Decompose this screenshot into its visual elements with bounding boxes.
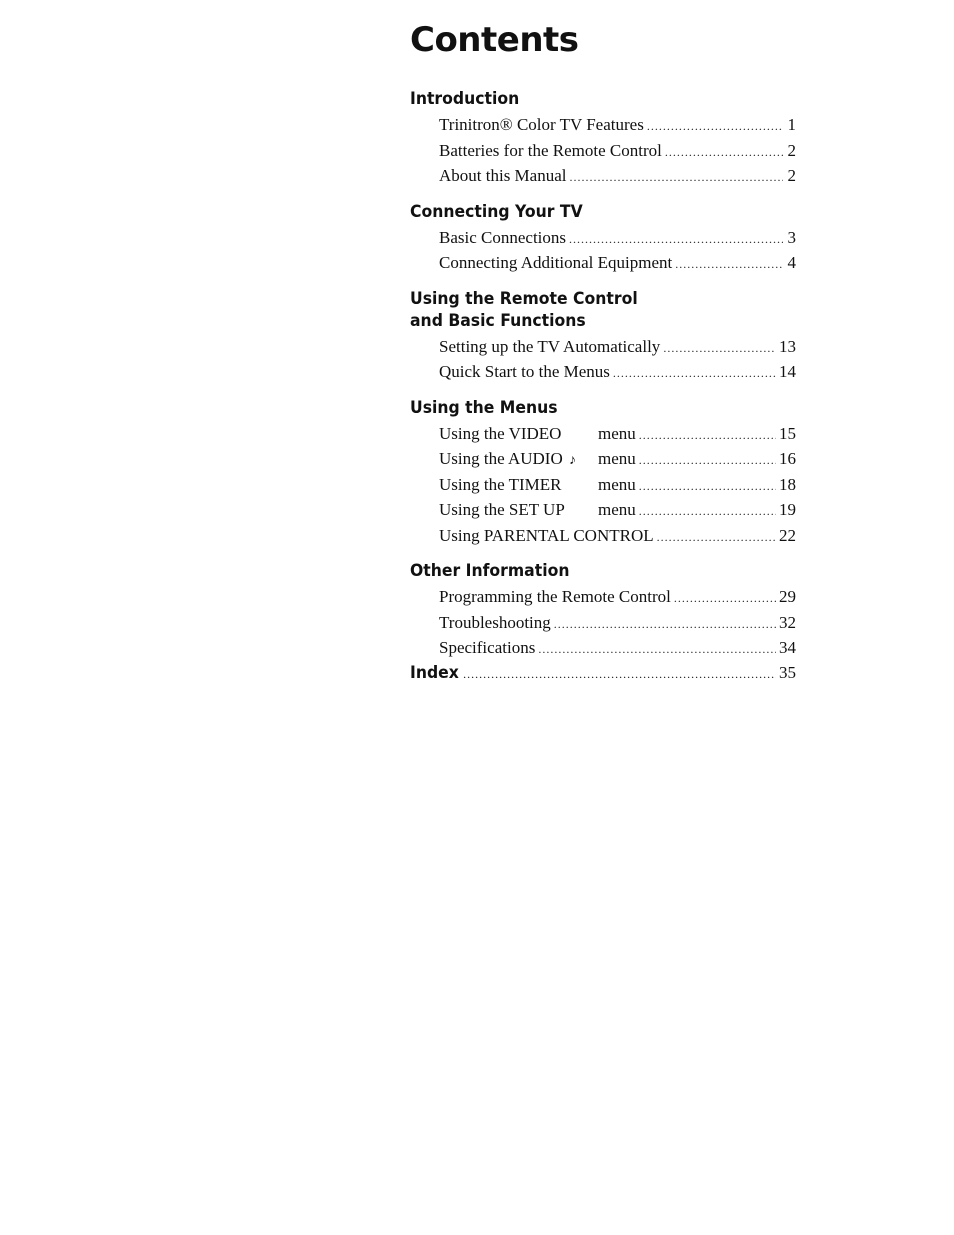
page-title: Contents — [410, 20, 579, 60]
section-connecting — [410, 201, 796, 277]
page-number: 29 — [779, 587, 796, 606]
dot-leader — [538, 638, 776, 662]
dot-leader — [675, 253, 783, 277]
dot-leader — [639, 449, 776, 473]
toc-entry[interactable] — [439, 447, 796, 473]
entry-label: Quick Start to the Menus — [439, 362, 610, 381]
entry-label: Connecting Additional Equipment — [439, 253, 673, 272]
page-number: 15 — [779, 423, 796, 443]
entry-menu-word: menu — [598, 423, 636, 443]
dot-leader — [463, 667, 776, 682]
page-number: 32 — [779, 612, 796, 632]
entry-label: Batteries for the Remote Control — [439, 140, 662, 160]
page-number: 4 — [787, 253, 796, 272]
dot-leader — [639, 424, 776, 448]
dot-leader — [674, 587, 776, 611]
music-note-icon: ♪ — [568, 453, 576, 468]
page-number: 2 — [787, 140, 796, 160]
index-label: Index — [410, 662, 459, 683]
toc-entry[interactable] — [439, 473, 796, 499]
toc-entry[interactable] — [439, 611, 796, 637]
dot-leader — [639, 475, 776, 499]
toc-entry[interactable] — [439, 422, 796, 448]
section-title: Using the Remote Control and Basic Functions — [410, 288, 638, 331]
toc-entry[interactable] — [439, 335, 796, 361]
page-number: 35 — [779, 662, 796, 682]
toc-entry[interactable] — [439, 113, 796, 139]
dot-leader — [639, 500, 776, 524]
entry-label-container — [439, 447, 598, 473]
entry-menu-word: menu — [598, 474, 636, 494]
toc-entry[interactable] — [439, 360, 796, 386]
page-number: 22 — [779, 525, 796, 545]
entry-menu-word: menu — [598, 449, 636, 468]
entry-label: Basic Connections — [439, 227, 567, 247]
entry-label: Using PARENTAL CONTROL — [439, 525, 654, 545]
dot-leader — [570, 166, 784, 190]
page-number: 2 — [787, 166, 796, 185]
dot-leader — [665, 141, 783, 165]
toc-entry[interactable] — [439, 139, 796, 165]
entry-label: Trinitron® Color TV Features — [439, 115, 644, 134]
toc-entry[interactable] — [439, 164, 796, 190]
page-number: 16 — [779, 449, 796, 468]
toc-entry[interactable] — [439, 498, 796, 524]
entry-label: Using the SET UP — [439, 500, 565, 519]
toc-entry-index[interactable] — [410, 663, 796, 683]
page-number: 18 — [779, 474, 796, 494]
entry-label: Using the TIMER — [439, 474, 562, 494]
dot-leader — [647, 115, 783, 139]
page-number: 14 — [779, 362, 796, 381]
entry-label: Using the VIDEO — [439, 423, 562, 443]
page-number: 1 — [787, 115, 796, 134]
entry-label: About this Manual — [439, 166, 567, 185]
table-of-contents — [410, 18, 796, 683]
section-title: Using the Menus — [410, 397, 558, 418]
dot-leader — [663, 337, 776, 361]
page-number: 34 — [779, 638, 796, 657]
toc-entry[interactable] — [439, 636, 796, 662]
dot-leader — [554, 613, 776, 637]
section-title: Other Information — [410, 561, 570, 581]
toc-entry[interactable] — [439, 226, 796, 252]
section-title: Connecting Your TV — [410, 201, 583, 222]
entry-label: Using the AUDIO — [439, 449, 563, 468]
page-number: 19 — [779, 500, 796, 519]
page-number: 13 — [779, 336, 796, 356]
dot-leader — [569, 228, 783, 252]
section-menus — [410, 397, 796, 550]
entry-label: Specifications — [439, 638, 536, 657]
page-number: 3 — [787, 227, 796, 247]
section-other-information — [410, 560, 796, 662]
dot-leader — [657, 526, 776, 550]
entry-label: Programming the Remote Control — [439, 587, 671, 606]
section-title: Introduction — [410, 89, 520, 109]
section-remote-control — [410, 288, 796, 386]
toc-entry[interactable] — [439, 251, 796, 277]
entry-label: Setting up the TV Automatically — [439, 336, 661, 356]
entry-menu-word: menu — [598, 500, 636, 519]
toc-entry[interactable] — [439, 585, 796, 611]
entry-label: Troubleshooting — [439, 612, 551, 632]
dot-leader — [613, 362, 776, 386]
section-introduction — [410, 88, 796, 190]
toc-entry[interactable] — [439, 524, 796, 550]
